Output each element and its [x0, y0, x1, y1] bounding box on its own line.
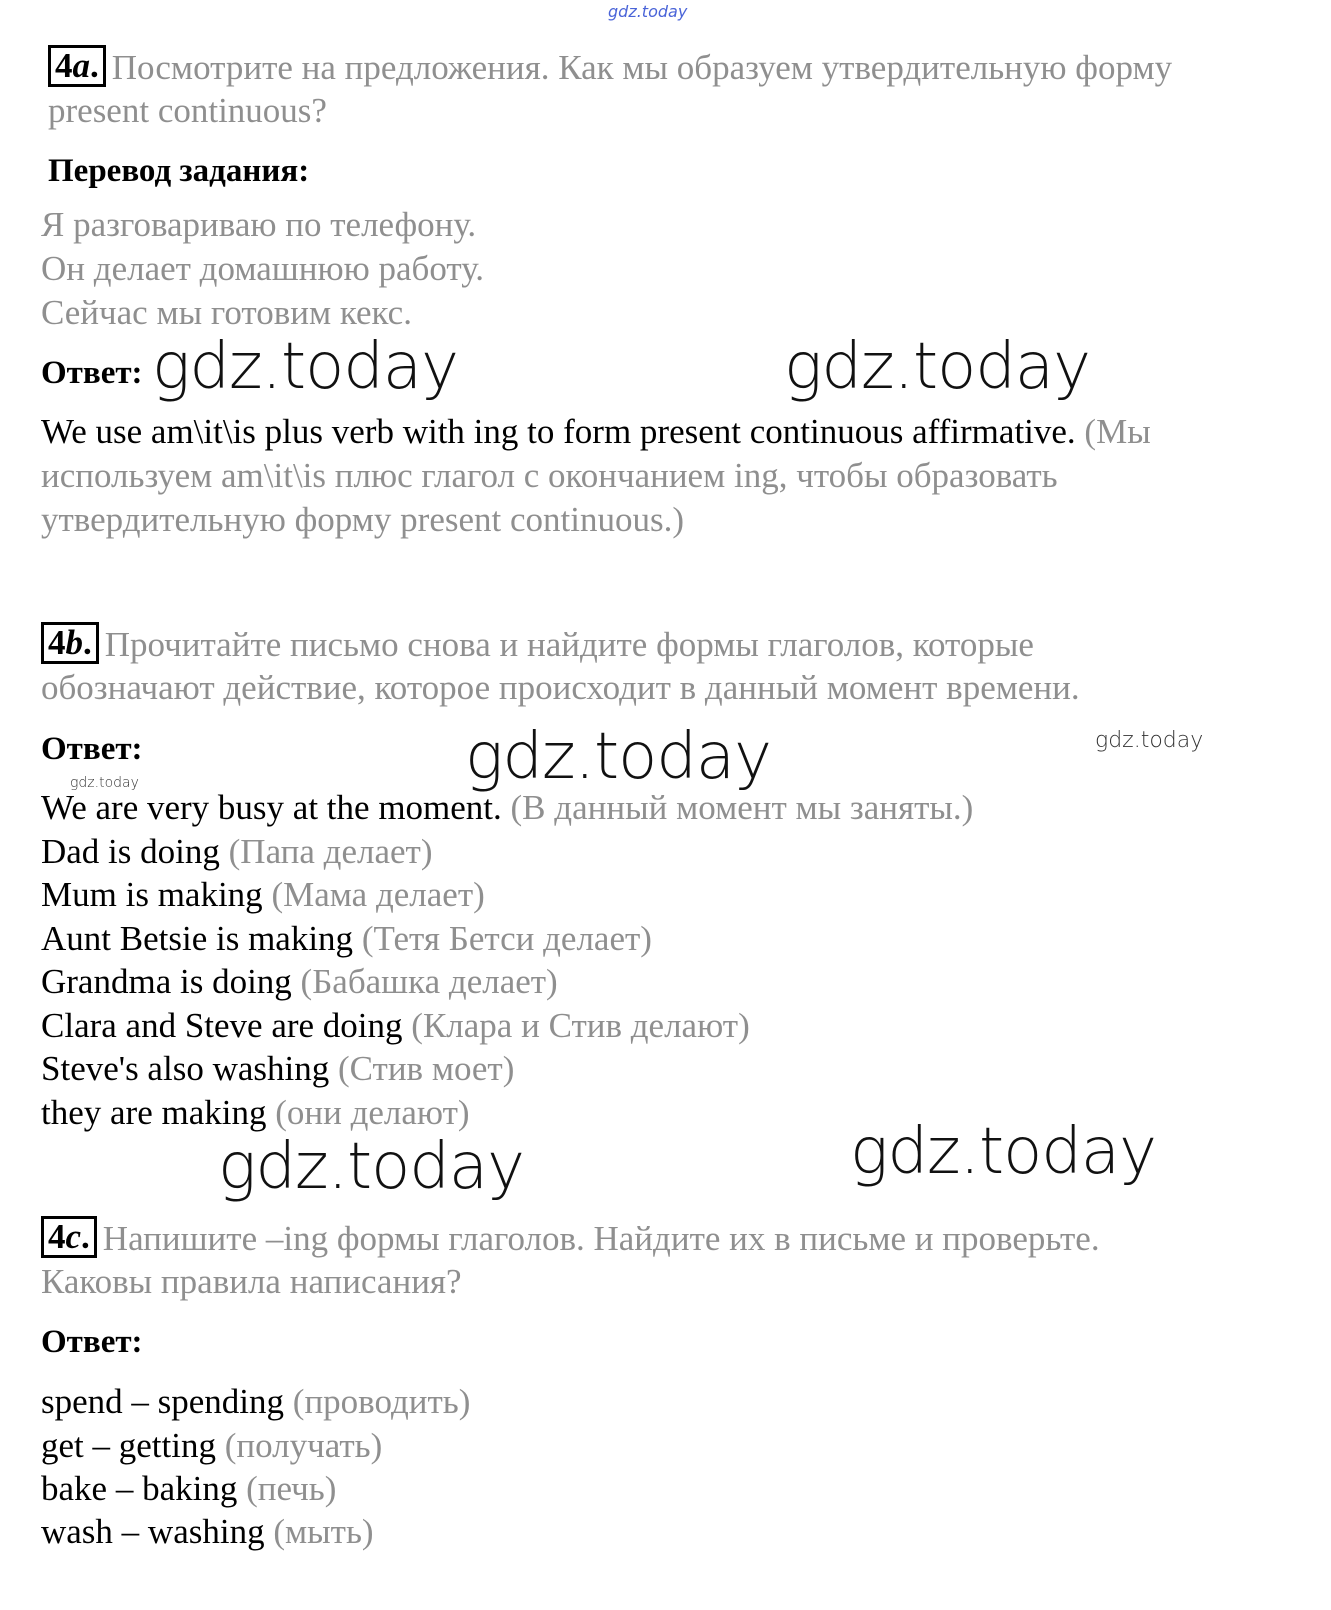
watermark-small: gdz.today — [1095, 728, 1204, 753]
task-4a-header — [48, 45, 1172, 90]
item-ru: (получать) — [224, 1426, 383, 1465]
task-4c-answer-heading: Ответ: — [41, 1324, 143, 1360]
translation-line-1: Я разговариваю по телефону. — [41, 205, 477, 244]
task-4a-answer-ru-start: (Мы — [1084, 412, 1151, 451]
watermark-top: gdz.today — [608, 2, 688, 21]
task-4b-header — [41, 622, 1034, 667]
task-4b-item — [41, 1091, 470, 1135]
task-4c-item — [41, 1467, 336, 1511]
translation-line-2: Он делает домашнюю работу. — [41, 249, 484, 288]
item-ru: (печь) — [246, 1469, 337, 1508]
item-ru: (Клара и Стив делают) — [411, 1006, 750, 1045]
task-4b-label: 4b. — [41, 622, 99, 664]
task-4a-label: 4a. — [48, 45, 106, 87]
item-en: We are very busy at the moment. — [41, 788, 502, 827]
item-en: they are making — [41, 1093, 267, 1132]
task-4c-item — [41, 1380, 470, 1424]
item-en: spend – spending — [41, 1382, 285, 1421]
task-4c-item — [41, 1424, 382, 1468]
item-ru: (Папа делает) — [228, 832, 433, 871]
task-4b-prompt-line1: Прочитайте письмо снова и найдите формы глаголов, которые — [104, 625, 1034, 664]
item-ru: (Стив моет) — [337, 1049, 515, 1088]
item-ru: (Мама делает) — [271, 875, 485, 914]
item-ru: (Бабашка делает) — [300, 962, 558, 1001]
item-en: Dad is doing — [41, 832, 220, 871]
task-4b-item — [41, 1004, 750, 1048]
translation-heading: Перевод задания: — [48, 153, 310, 189]
task-4c-label: 4c. — [41, 1216, 97, 1258]
translation-line-3: Сейчас мы готовим кекс. — [41, 293, 412, 332]
task-4b-item — [41, 873, 485, 917]
item-ru: (они делают) — [275, 1093, 470, 1132]
item-ru: (Тетя Бетси делает) — [361, 919, 652, 958]
item-en: Mum is making — [41, 875, 263, 914]
item-en: wash – washing — [41, 1512, 265, 1551]
item-ru: (проводить) — [292, 1382, 471, 1421]
watermark-tiny: gdz.today — [70, 775, 139, 791]
task-4b-item — [41, 786, 973, 830]
item-ru: (В данный момент мы заняты.) — [510, 788, 974, 827]
watermark-big: gdz.today — [850, 1115, 1156, 1189]
task-4a-answer-line3: утвердительную форму present continuous.) — [41, 500, 684, 539]
task-4b-prompt-line2: обозначают действие, которое происходит в данный момент времени. — [41, 668, 1080, 707]
task-4a-prompt-line2: present continuous? — [48, 91, 327, 130]
item-en: get – getting — [41, 1426, 216, 1465]
task-4b-answer-heading: Ответ: — [41, 731, 143, 767]
task-4a-answer-line2: используем am\it\is плюс глагол с окончанием ing, чтобы образовать — [41, 456, 1058, 495]
task-4c-item — [41, 1510, 374, 1554]
item-en: Aunt Betsie is making — [41, 919, 354, 958]
watermark-big: gdz.today — [218, 1130, 524, 1204]
item-en: Clara and Steve are doing — [41, 1006, 403, 1045]
task-4a-answer-heading: Ответ: — [41, 355, 143, 391]
task-4c-prompt-line1: Напишите –ing формы глаголов. Найдите их в письме и проверьте. — [102, 1219, 1100, 1258]
task-4a-prompt-line1: Посмотрите на предложения. Как мы образуем утвердительную форму — [111, 48, 1173, 87]
watermark-big: gdz.today — [784, 330, 1090, 404]
task-4b-item — [41, 1047, 514, 1091]
task-4b-item — [41, 917, 652, 961]
task-4b-item — [41, 830, 433, 874]
task-4a-answer-line1 — [41, 410, 1151, 454]
item-en: bake – baking — [41, 1469, 238, 1508]
watermark-big: gdz.today — [152, 330, 458, 404]
item-en: Grandma is doing — [41, 962, 292, 1001]
watermark-big: gdz.today — [465, 720, 771, 794]
task-4a-answer-en: We use am\it\is plus verb with ing to form present continuous affirmative. — [41, 412, 1076, 451]
task-4b-item — [41, 960, 558, 1004]
item-ru: (мыть) — [273, 1512, 374, 1551]
item-en: Steve's also washing — [41, 1049, 330, 1088]
task-4c-header — [41, 1216, 1100, 1261]
task-4c-prompt-line2: Каковы правила написания? — [41, 1262, 462, 1301]
